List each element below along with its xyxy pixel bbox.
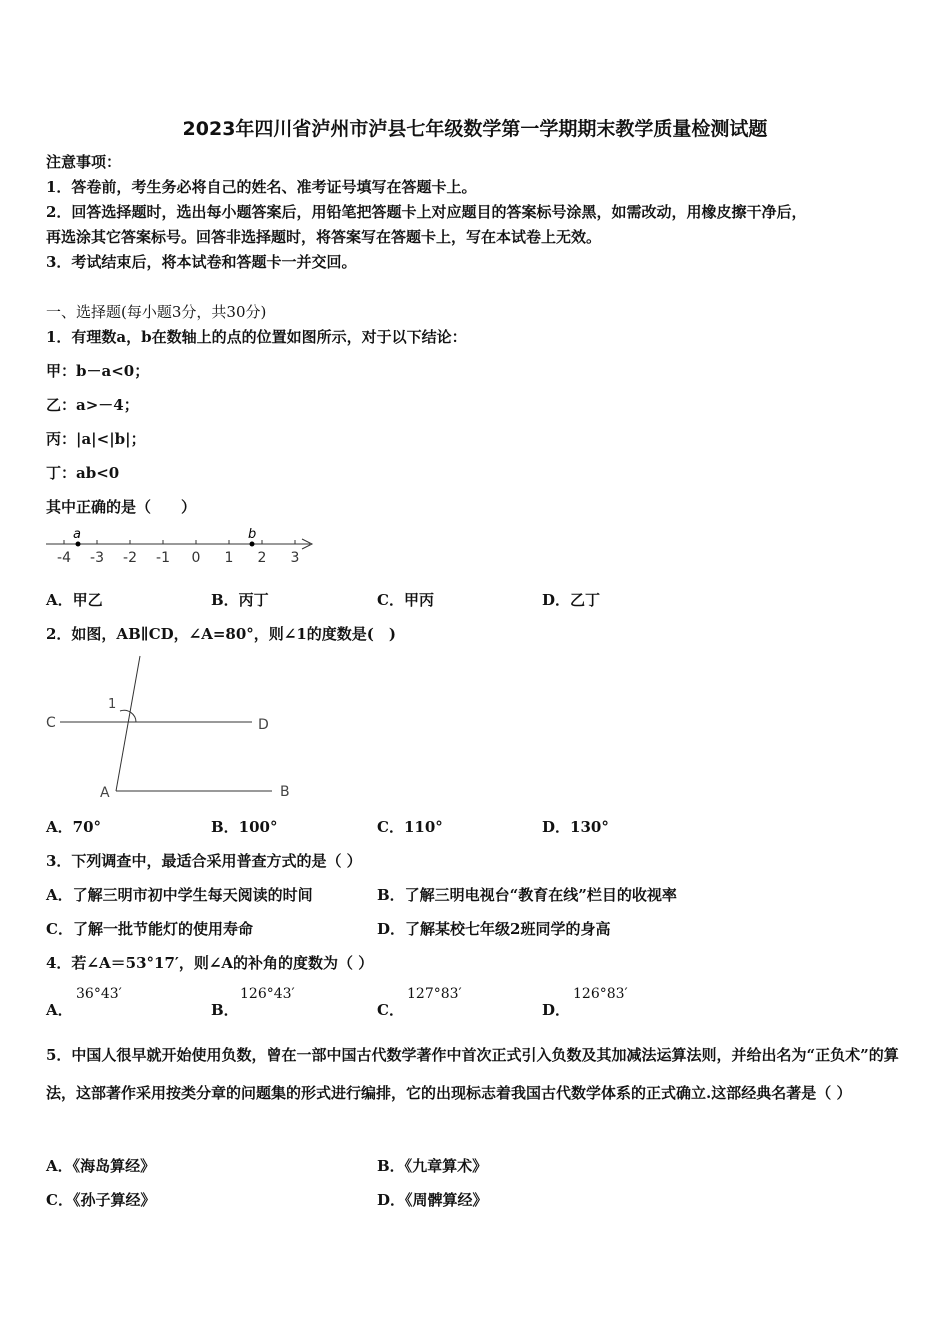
point-a-label: a	[73, 527, 81, 542]
q1-conclusion-1: 甲：b－a<0；	[46, 362, 150, 380]
q5-option-d[interactable]: D．《周髀算经》	[377, 1191, 488, 1209]
q1-option-d[interactable]: D．乙丁	[542, 591, 601, 609]
q3-option-d[interactable]: D．了解某校七年级2班同学的身高	[377, 920, 611, 938]
notice-item: 1．答卷前，考生务必将自己的姓名、准考证号填写在答题卡上。	[46, 178, 477, 196]
q5-option-c[interactable]: C．《孙子算经》	[46, 1191, 156, 1209]
q3-stem: 3．下列调查中，最适合采用普查方式的是（ ）	[46, 852, 362, 870]
q5-option-b[interactable]: B．《九章算术》	[377, 1157, 488, 1175]
label-angle-1: 1	[108, 697, 117, 712]
q4-stem: 4．若∠A＝53°17′，则∠A的补角的度数为（ ）	[46, 954, 374, 972]
q1-option-b[interactable]: B．丙丁	[211, 591, 269, 609]
number-line-tick-label: -3	[90, 550, 104, 566]
point-a	[76, 542, 81, 547]
q4-value-c: 127°83′	[407, 986, 462, 1002]
angle-1-arc	[120, 710, 136, 722]
q5-stem: 5．中国人很早就开始使用负数，曾在一部中国古代数学著作中首次正式引入负数及其加减法运算法则，并给出名为“正负术”的算法，这部著作采用按类分章的问题集的形式进行编排，它的出现标志着我国古代数学体系的正式确立.这部经典名著是（ ）	[46, 1046, 899, 1102]
q1-conclusion-3: 丙：|a|<|b|；	[46, 430, 146, 448]
label-d: D	[258, 717, 269, 733]
number-line-tick-label: -4	[57, 550, 71, 566]
page-title: 2023年四川省泸州市泸县七年级数学第一学期期末教学质量检测试题	[182, 118, 768, 140]
q1-option-c[interactable]: C．甲丙	[377, 591, 434, 609]
q1-ask: 其中正确的是（ ）	[46, 498, 197, 516]
q4-option-d[interactable]: D．	[542, 1001, 571, 1019]
q2-option-b[interactable]: B．100°	[211, 818, 278, 836]
q3-option-a[interactable]: A．了解三明市初中学生每天阅读的时间	[46, 886, 313, 904]
notice-item: 2．回答选择题时，选出每小题答案后，用铅笔把答题卡上对应题目的答案标号涂黑，如需改动，用橡皮擦干净后，	[46, 203, 807, 221]
q4-option-a[interactable]: A．	[46, 1001, 73, 1019]
label-c: C	[46, 715, 56, 731]
q1-stem: 1．有理数a，b在数轴上的点的位置如图所示，对于以下结论：	[46, 328, 467, 346]
q4-value-d: 126°83′	[573, 986, 628, 1002]
number-line-figure	[40, 522, 330, 572]
point-b	[250, 542, 255, 547]
number-line-tick-label: 3	[290, 550, 300, 566]
q2-option-a[interactable]: A．70°	[46, 818, 102, 836]
q5-option-a[interactable]: A．《海岛算经》	[46, 1157, 156, 1175]
point-b-label: b	[248, 527, 257, 542]
q2-option-c[interactable]: C．110°	[377, 818, 443, 836]
q4-option-c[interactable]: C．	[377, 1001, 404, 1019]
notice-item: 再选涂其它答案标号。回答非选择题时，将答案写在答题卡上，写在本试卷上无效。	[46, 228, 602, 246]
number-line-tick-label: 2	[257, 550, 267, 566]
number-line-tick-label: -2	[123, 550, 137, 566]
q1-conclusion-4: 丁：ab<0	[46, 464, 120, 482]
notice-heading: 注意事项：	[46, 153, 122, 171]
q3-option-b[interactable]: B．了解三明电视台“教育在线”栏目的收视率	[377, 886, 677, 904]
parallel-lines-figure	[40, 650, 310, 810]
q3-option-c[interactable]: C．了解一批节能灯的使用寿命	[46, 920, 253, 938]
q2-stem: 2．如图，AB∥CD，∠A=80°，则∠1的度数是( )	[46, 625, 396, 643]
transversal	[116, 656, 140, 791]
number-line-tick-label: 0	[191, 550, 201, 566]
q4-value-a: 36°43′	[76, 986, 122, 1002]
label-b: B	[280, 784, 290, 800]
q4-option-b[interactable]: B．	[211, 1001, 239, 1019]
q2-option-d[interactable]: D．130°	[542, 818, 609, 836]
label-a: A	[100, 785, 110, 801]
q4-value-b: 126°43′	[240, 986, 295, 1002]
section-heading: 一、选择题(每小题3分，共30分)	[46, 303, 267, 321]
number-line-tick-label: 1	[224, 550, 234, 566]
notice-item: 3．考试结束后，将本试卷和答题卡一并交回。	[46, 253, 357, 271]
number-line-tick-label: -1	[156, 550, 170, 566]
q1-option-a[interactable]: A．甲乙	[46, 591, 103, 609]
q1-conclusion-2: 乙：a>－4；	[46, 396, 139, 414]
